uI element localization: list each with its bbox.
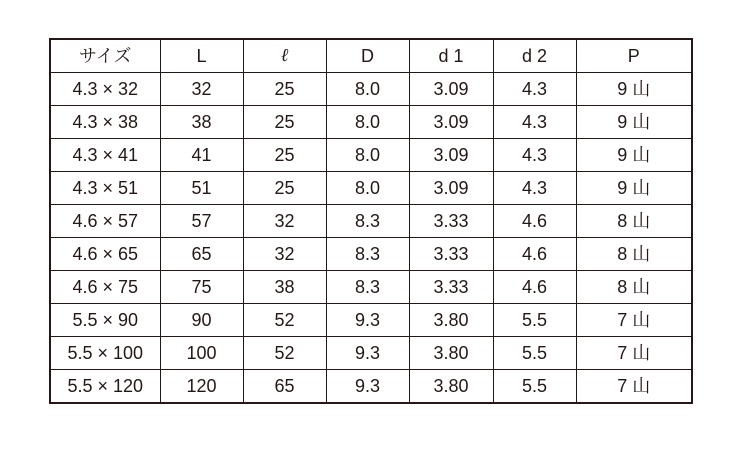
cell-pitch: 7 山 (576, 337, 692, 370)
cell-head-diameter: 9.3 (326, 370, 409, 404)
cell-d2: 4.3 (493, 139, 576, 172)
cell-head-diameter: 8.3 (326, 271, 409, 304)
cell-head-diameter: 8.0 (326, 139, 409, 172)
cell-pitch: 8 山 (576, 271, 692, 304)
cell-length: 120 (160, 370, 243, 404)
cell-d1: 3.09 (409, 172, 493, 205)
header-head-diameter: D (326, 39, 409, 73)
cell-thread-length: 32 (243, 205, 326, 238)
table-row (50, 205, 692, 238)
cell-thread-length: 52 (243, 304, 326, 337)
cell-d2: 5.5 (493, 304, 576, 337)
cell-length: 100 (160, 337, 243, 370)
cell-d1: 3.80 (409, 337, 493, 370)
cell-size: 4.3 × 38 (50, 106, 160, 139)
cell-length: 32 (160, 73, 243, 106)
cell-length: 41 (160, 139, 243, 172)
cell-size: 4.6 × 65 (50, 238, 160, 271)
cell-pitch: 8 山 (576, 238, 692, 271)
cell-d1: 3.33 (409, 271, 493, 304)
header-thread-length: ℓ (243, 39, 326, 73)
header-row (50, 39, 692, 73)
spec-table (49, 38, 693, 404)
table-row (50, 73, 692, 106)
table-row (50, 106, 692, 139)
header-length: L (160, 39, 243, 73)
cell-d1: 3.09 (409, 139, 493, 172)
header-size: サイズ (50, 39, 160, 73)
cell-thread-length: 25 (243, 172, 326, 205)
cell-d1: 3.80 (409, 304, 493, 337)
cell-size: 5.5 × 100 (50, 337, 160, 370)
header-d1: d 1 (409, 39, 493, 73)
cell-d2: 5.5 (493, 337, 576, 370)
cell-d1: 3.80 (409, 370, 493, 404)
cell-thread-length: 65 (243, 370, 326, 404)
cell-head-diameter: 8.0 (326, 106, 409, 139)
table-body (50, 73, 692, 404)
table-row (50, 172, 692, 205)
cell-size: 4.3 × 51 (50, 172, 160, 205)
table-row (50, 271, 692, 304)
cell-size: 4.3 × 41 (50, 139, 160, 172)
cell-d2: 4.6 (493, 205, 576, 238)
cell-d1: 3.33 (409, 238, 493, 271)
cell-length: 51 (160, 172, 243, 205)
cell-length: 57 (160, 205, 243, 238)
cell-d2: 4.6 (493, 271, 576, 304)
cell-length: 65 (160, 238, 243, 271)
cell-thread-length: 25 (243, 106, 326, 139)
cell-d1: 3.09 (409, 106, 493, 139)
table-row (50, 238, 692, 271)
cell-pitch: 8 山 (576, 205, 692, 238)
cell-head-diameter: 8.0 (326, 73, 409, 106)
table-row (50, 139, 692, 172)
header-pitch: P (576, 39, 692, 73)
cell-pitch: 7 山 (576, 370, 692, 404)
cell-d1: 3.09 (409, 73, 493, 106)
cell-thread-length: 32 (243, 238, 326, 271)
cell-head-diameter: 8.0 (326, 172, 409, 205)
cell-head-diameter: 9.3 (326, 337, 409, 370)
cell-d1: 3.33 (409, 205, 493, 238)
header-d2: d 2 (493, 39, 576, 73)
cell-size: 5.5 × 120 (50, 370, 160, 404)
table-row (50, 304, 692, 337)
cell-pitch: 9 山 (576, 73, 692, 106)
table-row (50, 337, 692, 370)
cell-length: 75 (160, 271, 243, 304)
cell-d2: 4.3 (493, 172, 576, 205)
cell-length: 90 (160, 304, 243, 337)
cell-head-diameter: 8.3 (326, 205, 409, 238)
cell-d2: 4.3 (493, 73, 576, 106)
cell-thread-length: 52 (243, 337, 326, 370)
cell-thread-length: 25 (243, 139, 326, 172)
cell-size: 4.3 × 32 (50, 73, 160, 106)
cell-pitch: 7 山 (576, 304, 692, 337)
cell-size: 5.5 × 90 (50, 304, 160, 337)
cell-pitch: 9 山 (576, 172, 692, 205)
cell-d2: 4.6 (493, 238, 576, 271)
cell-size: 4.6 × 57 (50, 205, 160, 238)
cell-d2: 5.5 (493, 370, 576, 404)
cell-pitch: 9 山 (576, 106, 692, 139)
cell-length: 38 (160, 106, 243, 139)
table-row (50, 370, 692, 404)
cell-pitch: 9 山 (576, 139, 692, 172)
cell-thread-length: 38 (243, 271, 326, 304)
cell-size: 4.6 × 75 (50, 271, 160, 304)
cell-head-diameter: 8.3 (326, 238, 409, 271)
cell-thread-length: 25 (243, 73, 326, 106)
cell-d2: 4.3 (493, 106, 576, 139)
cell-head-diameter: 9.3 (326, 304, 409, 337)
